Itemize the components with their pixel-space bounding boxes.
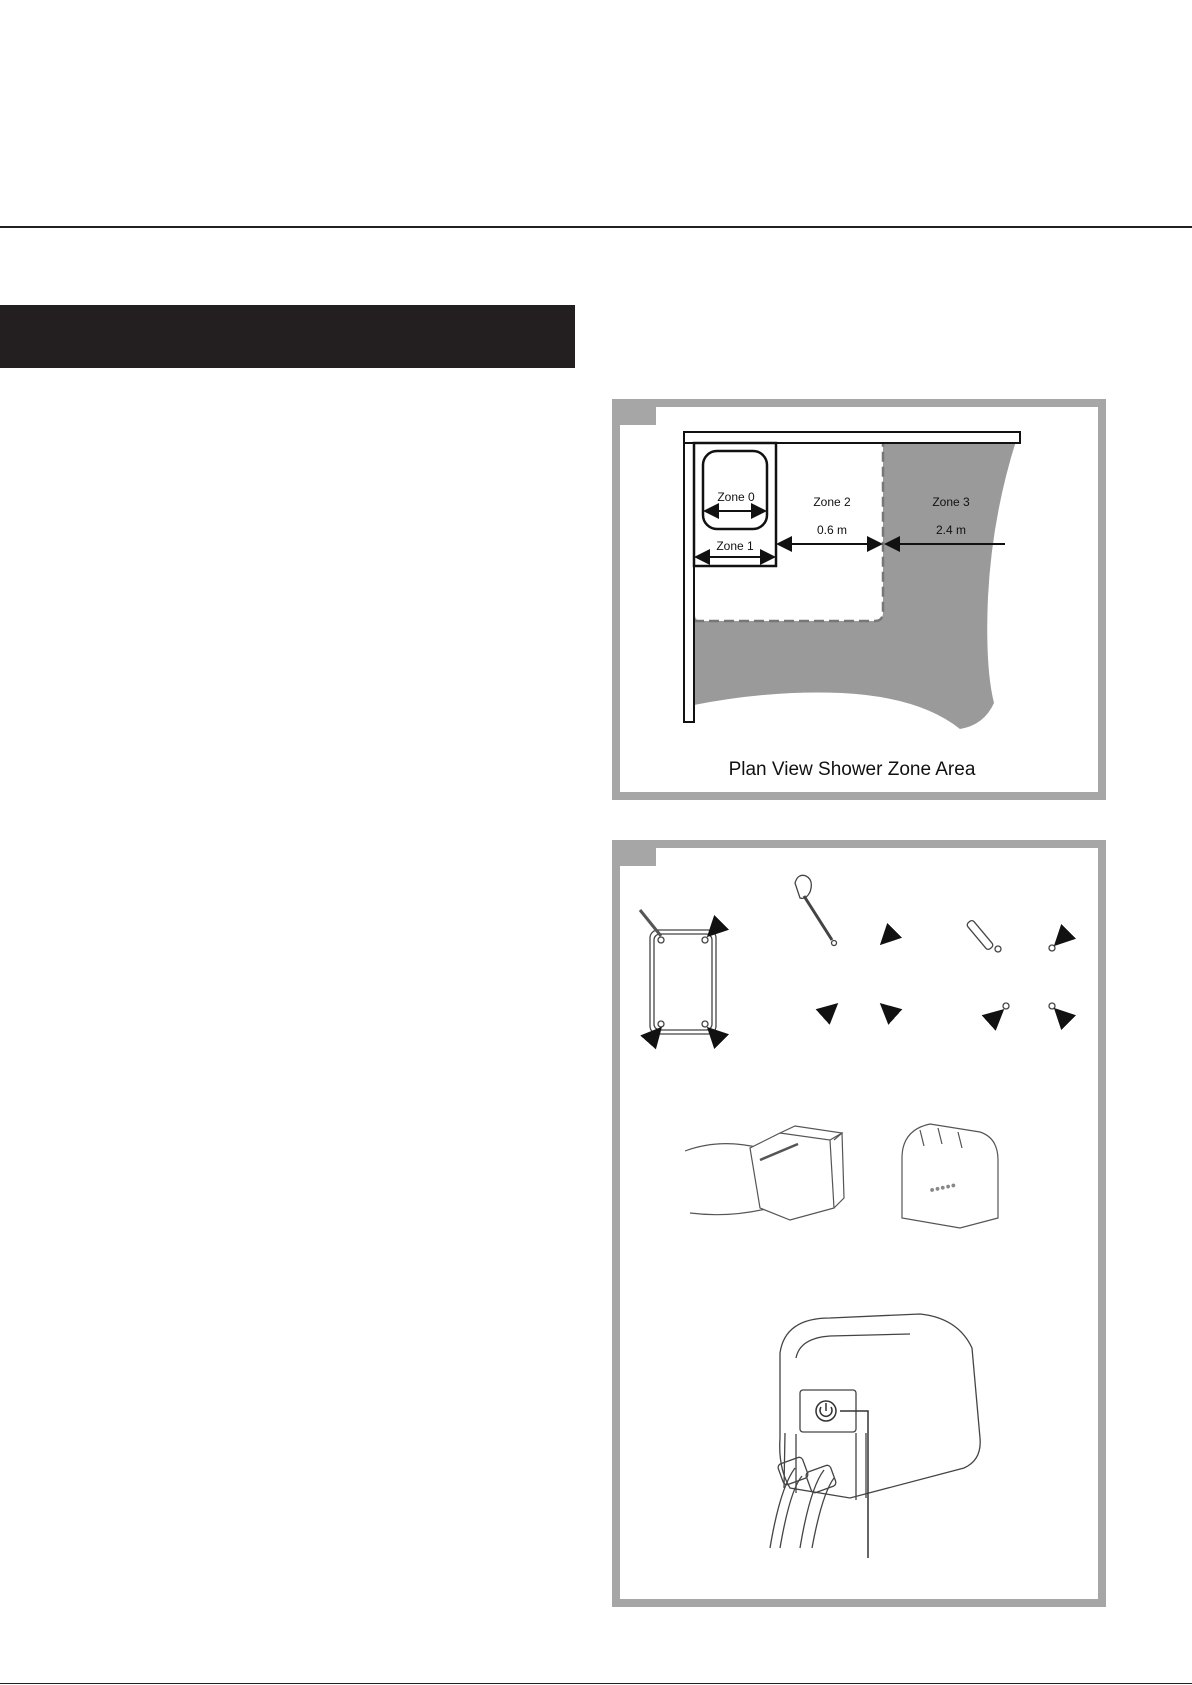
svg-text:●●●●●: ●●●●● bbox=[928, 1179, 958, 1195]
figure-number-tab bbox=[620, 848, 656, 866]
header-rule bbox=[0, 226, 1192, 228]
wall-top bbox=[684, 432, 1020, 443]
unit-illustration bbox=[770, 1314, 980, 1548]
footer-rule bbox=[0, 1683, 1192, 1684]
zone1-label: Zone 1 bbox=[716, 539, 754, 553]
zone3-label: Zone 3 bbox=[932, 495, 970, 509]
wall-left bbox=[684, 432, 694, 722]
zone2-label: Zone 2 bbox=[813, 495, 851, 509]
zone0-label: Zone 0 bbox=[717, 490, 755, 504]
backplate-illustration bbox=[640, 910, 716, 1034]
zone-diagram-caption: Plan View Shower Zone Area bbox=[728, 759, 976, 780]
shower-zone-diagram bbox=[620, 407, 1098, 792]
drill-illustration bbox=[795, 875, 837, 945]
cover-illustration bbox=[902, 1124, 998, 1228]
section-heading-bar bbox=[0, 305, 575, 368]
wall-plug-illustration bbox=[966, 919, 1055, 1009]
power-button bbox=[816, 1401, 836, 1421]
zone2-distance: 0.6 m bbox=[816, 523, 848, 537]
shower-zone-figure bbox=[612, 399, 1106, 800]
installation-illustrations bbox=[620, 848, 1098, 1599]
zone3-distance: 2.4 m bbox=[935, 523, 967, 537]
installation-steps-figure bbox=[612, 840, 1106, 1607]
figure-number-tab bbox=[620, 407, 656, 425]
cover-fitting-illustration bbox=[685, 1126, 844, 1220]
